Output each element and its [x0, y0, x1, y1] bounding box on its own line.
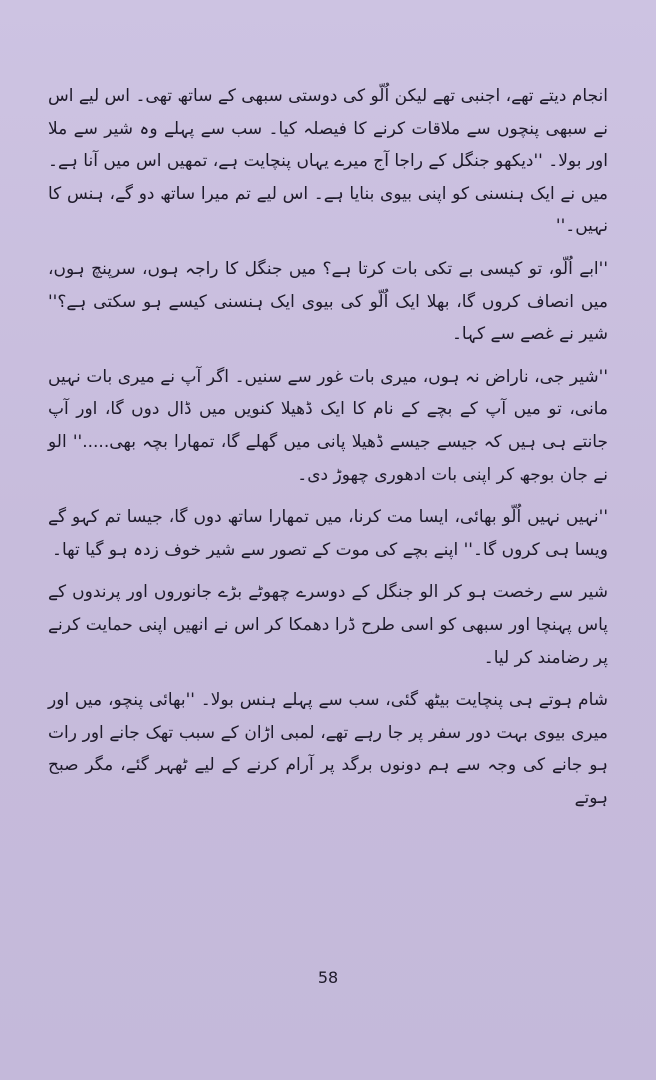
page-text — [48, 80, 608, 824]
page-number: 58 — [317, 968, 339, 987]
paragraph-1: انجام دیتے تھے، اجنبی تھے لیکن اُلّو کی دوستی سبھی کے ساتھ تھی۔ اس لیے اس نے سبھی پنچوں سے ملاقات کرنے کا فیصلہ کیا۔ سب سے پہلے وہ شیر سے ملا اور بولا۔ ''دیکھو جنگل کے راجا آج میرے یہاں پنچایت ہے، تمھیں اس میں آنا ہے۔ میں نے ایک ہنسنی کو اپنی بیوی بنایا ہے۔ اس لیے تم میرا ساتھ دو گے، ہنس کا نہیں۔'' — [48, 86, 608, 237]
paragraph-2: ''ابے اُلّو، تو کیسی بے تکی بات کرتا ہے؟ میں جنگل کا راجہ ہوں، سرپنچ ہوں، میں انصاف کروں گا، بھلا ایک اُلّو کی بیوی ایک ہنسنی کیسے ہو سکتی ہے؟'' شیر نے غصے سے کہا۔ — [48, 258, 608, 345]
paragraph-6: شام ہوتے ہی پنچایت بیٹھ گئی، سب سے پہلے ہنس بولا۔ ''بھائی پنچو، میں اور میری بیوی بہت دور سفر پر جا رہے تھے، لمبی اڑان کے سبب تھک جانے اور رات ہو جانے کی وجہ سے ہم دونوں برگد پر آرام کرنے کے لیے ٹھہر گئے، مگر صبح ہوتے — [48, 690, 608, 808]
paragraph-5: شیر سے رخصت ہو کر الو جنگل کے دوسرے چھوٹے بڑے جانوروں اور پرندوں کے پاس پہنچا اور سبھی کو اسی طرح ڈرا دھمکا کر اس نے انھیں اپنی حمایت کرنے پر رضامند کر لیا۔ — [48, 582, 608, 668]
paragraph-4: ''نہیں نہیں اُلّو بھائی، ایسا مت کرنا، میں تمھارا ساتھ دوں گا، جیسا تم کہو گے ویسا ہی کروں گا۔'' اپنے بچے کی موت کے تصور سے شیر خوف زدہ ہو گیا تھا۔ — [48, 507, 608, 560]
paragraph-3: ''شیر جی، ناراض نہ ہوں، میری بات غور سے سنیں۔ اگر آپ نے میری بات نہیں مانی، تو میں آپ کے بچے کے نام کا ایک ڈھیلا کنویں میں ڈال دوں گا، اور آپ جانتے ہی ہیں کہ جیسے جیسے ڈھیلا پانی میں گھلے گا، تمھارا بچہ بھی.....'' الو نے جان بوجھ کر اپنی بات ادھوری چھوڑ دی۔ — [48, 366, 608, 485]
